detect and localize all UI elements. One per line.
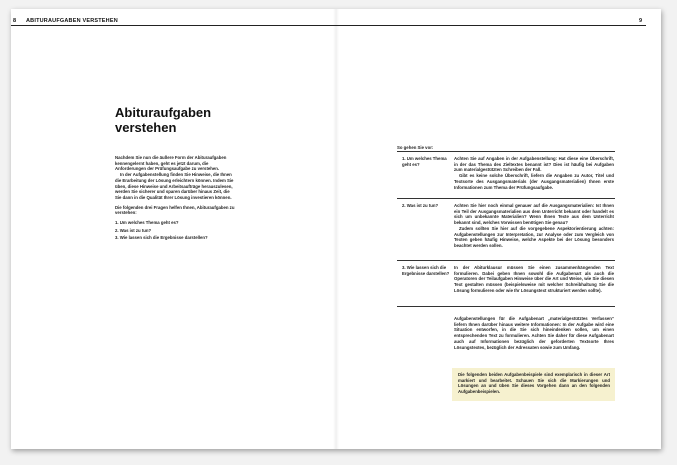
table-rule-bottom [397,306,615,307]
step-label-2: 2. Was ist zu tun? [402,203,439,208]
step-text-1a: Achten Sie auf Angaben in der Aufgabenstellung: Hat diese eine Überschrift, in der das Thema des Zieltextes benannt ist? Dies ist häufig bei Aufgaben zum materialgestützten Schreiben der Fall. [454,156,614,173]
table-rule-top [397,151,615,152]
table-rule-1 [397,198,615,199]
page-number-left: 8 [13,18,17,24]
material-based-writing-note: Aufgabenstellungen für die Aufgabenart „materialgestütztes Verfassen“ liefern Ihnen darüber hinaus weitere Informationen: In der Aufgabe wird eine Situation entworfen, in die Sie sich hineindenken sollen, um einen entsprechenden Text zu formulieren. Achten Sie daher für diese Aufgabenart auch auf Informationen bezüglich der geforderten Textsorte Ihres Lösungstextes, bezüglich der Adressaten sowie zum Umfang. [454,316,614,350]
running-head: ABITURAUFGABEN VERSTEHEN [26,18,118,24]
left-page [11,9,336,449]
header-rule-right [336,25,646,26]
header-rule-left [11,25,336,26]
step-text-2 [454,203,614,249]
step-text-1b: Gibt es keine solche Überschrift, liefern die Angaben zu Autor, Titel und Textsorte des Ausgangsmaterials (der Ausgangsmaterialien) Ihnen erste Informationen zum Thema der Prüfungsaufgabe. [454,173,614,190]
step-text-3: In der Abiturklausur müssen Sie einen zusammenhängenden Text formulieren. Dabei geben Ihnen sowohl die Aufgabenart als auch die Operatoren der Teilaufgaben Hinweise über die Art und Weise, wie Sie diesen Text gestalten müssen (beispielsweise mit welcher Schreibhaltung Sie die Lösung formulieren oder wie Ihr Lösungstext strukturiert werden sollte). [454,265,614,293]
step-label-3: 3. Wie lassen sich die Ergebnisse darstellen? [402,265,450,276]
step-text-2b: Zudem sollten Sie hier auf die vorgegebene Aspektorientierung achten: Aufgabenstellungen zur Interpretation, zur Analyse oder zum Vergleich von Texten geben häufig Hinweise, welche Aspekte bei der Lösung besonders beachtet werden sollen. [454,225,614,248]
steps-intro-label: So gehen Sie vor: [397,145,434,150]
page-number-right: 9 [638,18,642,24]
question-item-3: 3. Wie lassen sich die Ergebnisse darstellen? [115,235,208,241]
highlight-note-box [452,368,615,401]
step-text-1 [454,156,614,190]
step-label-1: 1. Um welches Thema geht es? [402,156,447,167]
left-body-text [115,155,237,243]
highlight-note-text: Die folgenden beiden Aufgabenbeispiele sind exemplarisch in dieser Art markiert und bearbeitet. Schauen Sie sich die Markierungen und Lösungen an und üben Sie dieses Vorgehen dann an den folgenden Aufgabenbeispielen. [458,372,610,395]
paragraph-questions-intro: Die folgenden drei Fragen helfen Ihnen, Abituraufgaben zu verstehen: [115,204,235,216]
step-text-2a: Achten Sie hier noch einmal genauer auf die Ausgangsmaterialien: Ist Ihnen ein Teil der Ausgangsmaterialien aus dem Unterricht bekannt oder handelt es sich um unbekannte Materialien? Wenn Ihnen Texte aus dem Unterricht bekannt sind, welches Vorwissen benötigen Sie genau? [454,203,614,226]
question-item-2: 2. Was ist zu tun? [115,227,152,233]
paragraph-intro: Nachdem Sie nun die äußere Form der Abituraufgaben kennengelernt haben, geht es jetzt darum, die Anforderungen der Prüfungsaufgabe zu verstehen. [115,155,227,172]
table-rule-2 [397,260,615,261]
page-title: Abituraufgaben verstehen [115,105,212,135]
question-item-1: 1. Um welches Thema geht es? [115,220,179,226]
paragraph-hints: In der Aufgabenstellung finden Sie Hinweise, die Ihnen die Erarbeitung der Lösung erleichtern können. Indem Sie üben, diese Hinweise und Arbeitsaufträge herauszulesen, werden Sie sicherer und sparen darüber hinaus Zeit, die Sie dann in die Qualität Ihrer Lösung investieren können. [115,172,234,200]
